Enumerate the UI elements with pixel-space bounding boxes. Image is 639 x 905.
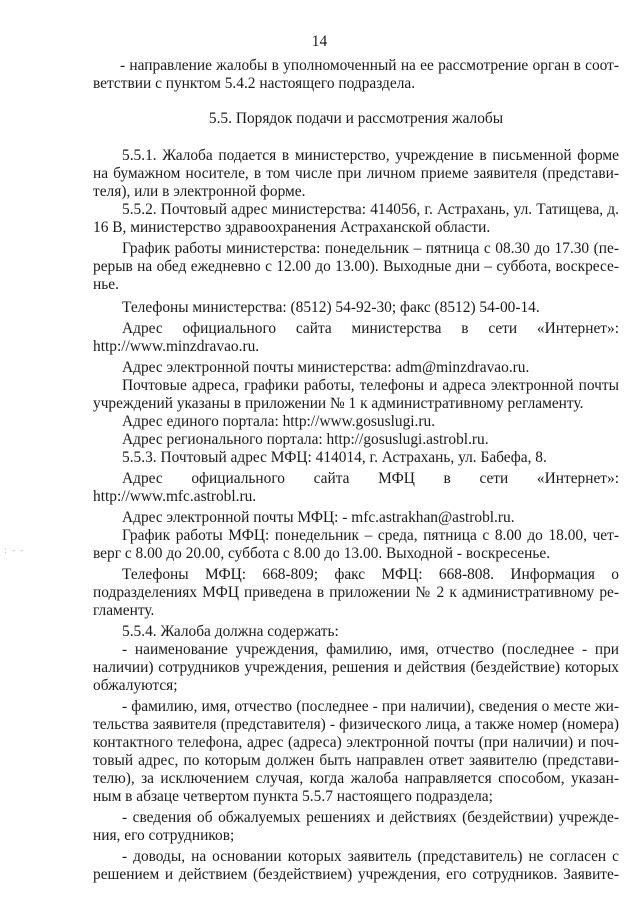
document-line: - сведения об обжалуемых решениях и действиях (бездействии) учрежде- [122, 809, 619, 826]
document-line: Адрес электронной почты МФЦ: - mfc.astrakhan@astrobl.ru. [122, 509, 515, 526]
page-number: 14 [311, 33, 328, 50]
document-line: решением и действием (бездействием) учреждения, его сотрудников. Заявите- [93, 866, 619, 883]
section-heading: 5.5. Порядок подачи и рассмотрения жалобы [208, 110, 504, 127]
document-line: нье. [93, 276, 119, 293]
document-line: теля), или в электронной форме. [93, 183, 306, 200]
document-line: ния, его сотрудников; [93, 827, 235, 844]
document-line: 5.5.4. Жалоба должна содержать: [122, 623, 339, 640]
document-line: на бумажном носителе, в том числе при личном приеме заявителя (представи- [93, 165, 619, 182]
document-line: Адрес электронной почты министерства: adm@minzdravao.ru. [122, 359, 530, 376]
document-line: http://www.minzdravao.ru. [93, 338, 260, 355]
document-line: товый адрес, по которым должен быть направлен ответ заявителю (представи- [93, 752, 619, 769]
document-line: Адрес официального сайта МФЦ в сети «Интернет»: [122, 470, 619, 487]
document-line: верг с 8.00 до 20.00, суббота с 8.00 до 13.00. Выходной - воскресенье. [93, 545, 551, 562]
document-line: наличии) сотрудников учреждения, решения и действия (бездействие) которых [93, 659, 619, 676]
document-line: Адрес официального сайта министерства в сети «Интернет»: [122, 320, 619, 337]
document-line: обжалуются; [93, 677, 178, 694]
document-line: 5.5.3. Почтовый адрес МФЦ: 414014, г. Астрахань, ул. Бабефа, 8. [122, 449, 547, 466]
document-line: Телефоны министерства: (8512) 54-92-30; факс (8512) 54-00-14. [122, 299, 540, 316]
document-line: - направление жалобы в уполномоченный на ее рассмотрение орган в соот- [120, 57, 619, 74]
document-line: гламенту. [93, 602, 155, 619]
document-line: подразделениях МФЦ приведена в приложении № 2 к административному ре- [93, 584, 619, 601]
document-line: - фамилию, имя, отчество (последнее - при наличии), сведения о месте жи- [122, 698, 619, 715]
document-line: График работы МФЦ: понедельник – среда, пятница с 8.00 до 18.00, чет- [122, 527, 619, 544]
document-line: ным в абзаце четвертом пункта 5.5.7 настоящего подраздела; [93, 788, 493, 805]
document-line: - наименование учреждения, фамилию, имя, отчество (последнее - при [122, 641, 619, 658]
document-line: рерыв на обед ежедневно с 12.00 до 13.00). Выходные дни – суббота, воскресе- [93, 258, 619, 275]
document-line: Почтовые адреса, графики работы, телефоны и адреса электронной почты [122, 377, 619, 394]
document-line: тельства заявителя (представителя) - физического лица, а также номер (номера) [93, 716, 619, 733]
document-line: - доводы, на основании которых заявитель (представитель) не согласен с [122, 848, 619, 865]
document-line: 16 В, министерство здравоохранения Астраханской области. [93, 219, 491, 236]
document-line: 5.5.2. Почтовый адрес министерства: 414056, г. Астрахань, ул. Татищева, д. [122, 201, 619, 218]
document-line: 5.5.1. Жалоба подается в министерство, учреждение в письменной форме [122, 147, 619, 164]
document-line: http://www.mfc.astrobl.ru. [93, 488, 257, 505]
document-line: Адрес регионального портала: http://gosuslugi.astrobl.ru. [122, 431, 489, 448]
document-line: телю), за исключением случая, когда жалоба направляется способом, указан- [93, 770, 619, 787]
document-line: учреждений указаны в приложении № 1 к административному регламенту. [93, 395, 584, 412]
document-line: Адрес единого портала: http://www.gosuslugi.ru. [122, 413, 436, 430]
document-line: Телефоны МФЦ: 668-809; факс МФЦ: 668-808. Информация о [122, 566, 619, 583]
document-line: График работы министерства: понедельник – пятница с 08.30 до 17.30 (пе- [122, 240, 619, 257]
margin-mark: : - - [4, 546, 25, 556]
document-line: контактного телефона, адрес (адреса) электронной почты (при наличии) и поч- [93, 734, 619, 751]
document-line: ветствии с пунктом 5.4.2 настоящего подраздела. [93, 75, 416, 92]
